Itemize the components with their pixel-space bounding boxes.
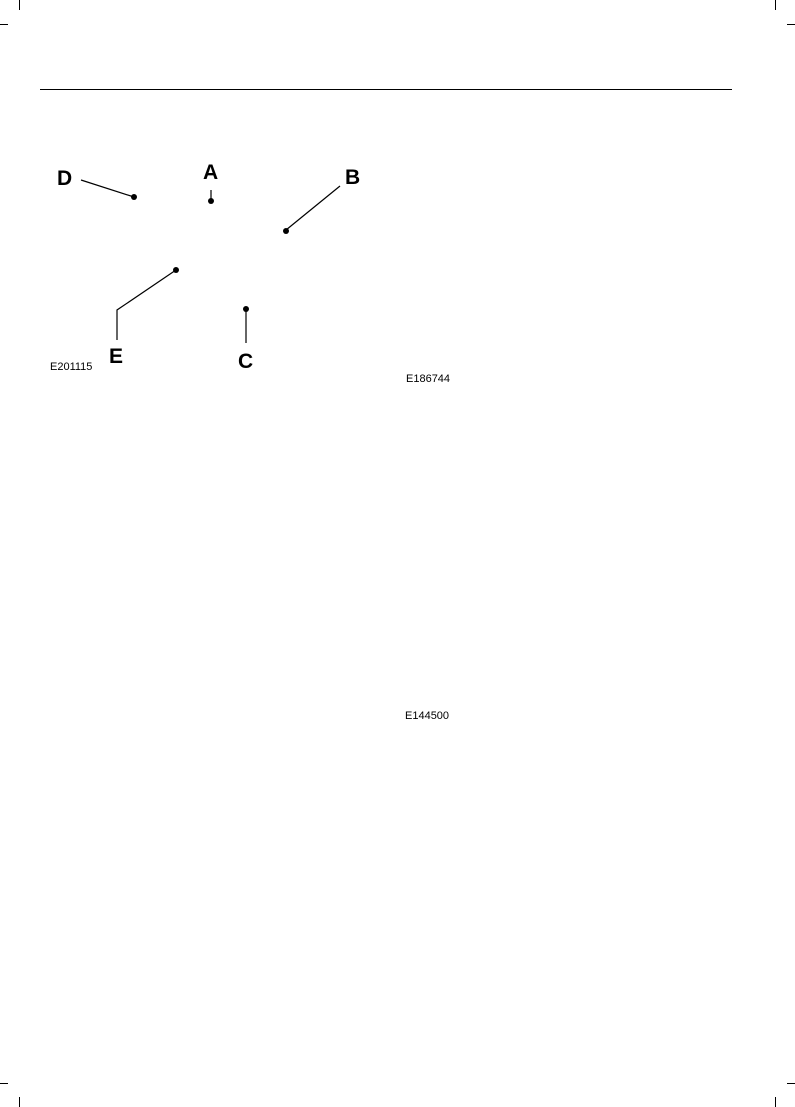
crop-mark-bottom-right <box>787 1083 795 1084</box>
crop-mark-bottom-right-v <box>775 1097 776 1107</box>
figure-3-image-id: E144500 <box>405 710 450 722</box>
figure-image-id: E201115 <box>50 361 93 373</box>
callout-label-b: B <box>345 166 361 189</box>
callout-label-a: A <box>203 161 219 184</box>
crop-mark-bottom-left-v <box>19 1097 20 1107</box>
crop-mark-top-right-v <box>775 0 776 10</box>
crop-mark-bottom-left <box>0 1083 8 1084</box>
figure-callout-diagram <box>0 0 400 400</box>
callout-label-e: E <box>109 345 124 368</box>
callout-label-c: C <box>238 350 254 373</box>
figure-2-image-id: E186744 <box>406 373 451 385</box>
crop-mark-top-right <box>787 24 795 25</box>
callout-label-d: D <box>57 167 73 190</box>
callout-leader-lines <box>0 0 400 400</box>
